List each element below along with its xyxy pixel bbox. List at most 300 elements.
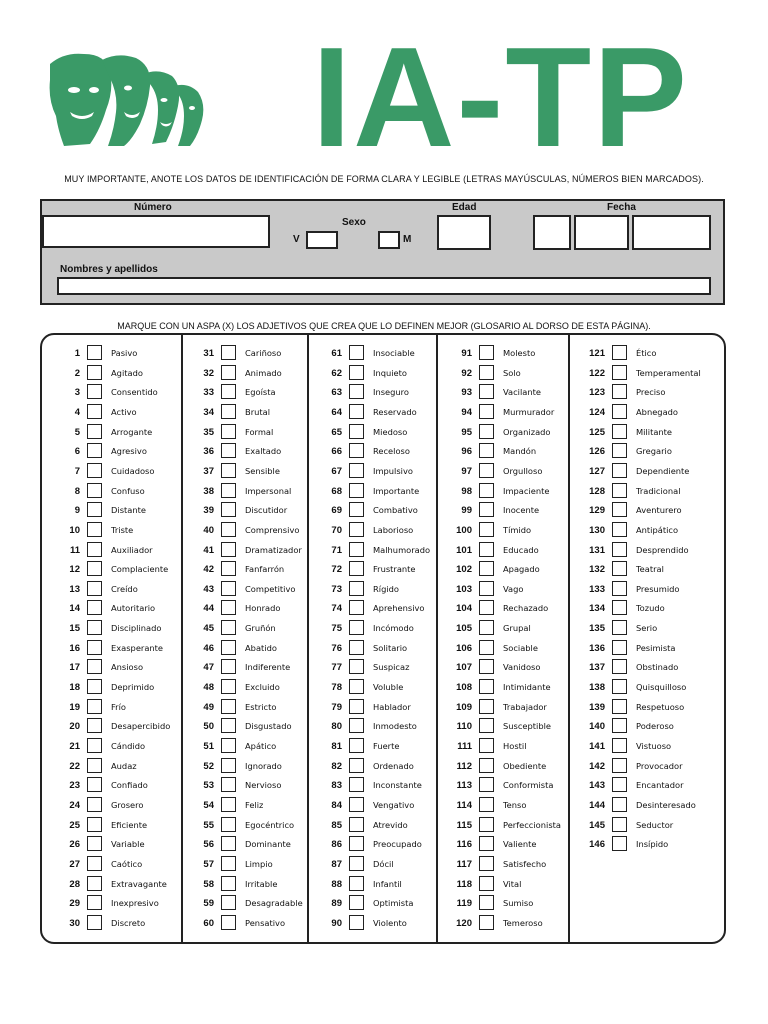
adjective-checkbox[interactable]: [612, 542, 627, 557]
adjective-checkbox[interactable]: [349, 758, 364, 773]
adjective-number: 146: [589, 839, 605, 851]
adjective-checkbox[interactable]: [349, 384, 364, 399]
adjective-label: Deprimido: [111, 682, 155, 693]
adjective-number: 99: [461, 505, 472, 517]
adjective-checkbox[interactable]: [612, 522, 627, 537]
adjective-checkbox[interactable]: [87, 581, 102, 596]
adjective-checkbox[interactable]: [612, 620, 627, 635]
adjective-number: 87: [331, 858, 342, 870]
adjective-checkbox[interactable]: [221, 659, 236, 674]
adjective-checkbox[interactable]: [479, 836, 494, 851]
adjective-number: 74: [331, 603, 342, 615]
adjective-label: Encantador: [636, 780, 684, 791]
adjective-checkbox[interactable]: [221, 797, 236, 812]
adjective-label: Disgustado: [245, 721, 292, 732]
adjective-checkbox[interactable]: [612, 443, 627, 458]
adjective-checkbox[interactable]: [612, 679, 627, 694]
adjective-checkbox[interactable]: [349, 483, 364, 498]
adjective-number: 113: [456, 780, 472, 792]
adjective-number: 36: [203, 446, 214, 458]
adjective-number: 80: [331, 721, 342, 733]
adjective-checkbox[interactable]: [87, 561, 102, 576]
adjective-number: 106: [456, 642, 472, 654]
adjective-checkbox[interactable]: [349, 581, 364, 596]
adjective-checkbox[interactable]: [479, 699, 494, 714]
adjective-label: Vistuoso: [636, 741, 672, 751]
adjective-checkbox[interactable]: [221, 502, 236, 517]
adjective-checkbox[interactable]: [612, 758, 627, 773]
adjective-number: 133: [589, 583, 605, 595]
adjective-checkbox[interactable]: [221, 620, 236, 635]
adjective-checkbox[interactable]: [349, 443, 364, 458]
adjective-number: 44: [203, 603, 214, 615]
adjective-checkbox[interactable]: [479, 502, 494, 517]
adjective-checkbox[interactable]: [221, 404, 236, 419]
adjective-label: Aventurero: [636, 505, 682, 516]
adjective-checkbox[interactable]: [87, 738, 102, 753]
adjective-label: Honrado: [245, 603, 281, 614]
adjective-label: Excluido: [245, 682, 280, 693]
adjective-number: 132: [589, 564, 605, 576]
adjective-checkbox[interactable]: [349, 876, 364, 891]
adjective-label: Cuidadoso: [111, 465, 155, 476]
adjective-checkbox[interactable]: [479, 876, 494, 891]
adjective-label: Triste: [111, 524, 134, 535]
adjective-label: Voluble: [373, 682, 404, 693]
adjective-checkbox[interactable]: [349, 738, 364, 753]
adjective-label: Organizado: [503, 426, 551, 437]
adjective-label: Cariñoso: [245, 348, 282, 358]
adjective-label: Sociable: [503, 642, 538, 653]
adjective-number: 50: [203, 721, 214, 733]
adjective-checkbox[interactable]: [221, 738, 236, 753]
adjective-checkbox[interactable]: [349, 620, 364, 635]
adjective-label: Preocupado: [373, 839, 422, 850]
adjective-checkbox[interactable]: [349, 424, 364, 439]
adjective-checkbox[interactable]: [221, 895, 236, 910]
adjective-checkbox[interactable]: [612, 404, 627, 419]
adjective-number: 56: [203, 839, 214, 851]
adjective-checkbox[interactable]: [479, 483, 494, 498]
adjective-checkbox[interactable]: [479, 777, 494, 792]
adjective-checkbox[interactable]: [87, 856, 102, 871]
adjective-checkbox[interactable]: [612, 365, 627, 380]
adjective-checkbox[interactable]: [87, 895, 102, 910]
adjective-checkbox[interactable]: [612, 738, 627, 753]
adjective-checkbox[interactable]: [612, 797, 627, 812]
adjective-checkbox[interactable]: [479, 640, 494, 655]
adjective-number: 119: [456, 898, 472, 910]
adjective-checkbox[interactable]: [612, 463, 627, 478]
page-title: IA-TP: [312, 18, 689, 177]
adjective-checkbox[interactable]: [87, 463, 102, 478]
adjective-checkbox[interactable]: [479, 463, 494, 478]
adjective-checkbox[interactable]: [612, 817, 627, 832]
adjective-checkbox[interactable]: [221, 817, 236, 832]
adjective-number: 94: [461, 406, 472, 418]
adjective-label: Reservado: [373, 406, 417, 417]
adjective-label: Inmodesto: [373, 721, 417, 732]
adjective-checkbox[interactable]: [479, 758, 494, 773]
adjective-checkbox[interactable]: [612, 699, 627, 714]
fecha-year-field[interactable]: [632, 215, 711, 250]
adjective-number: 30: [69, 917, 80, 929]
adjective-checkbox[interactable]: [221, 915, 236, 930]
adjective-checkbox[interactable]: [87, 679, 102, 694]
adjective-label: Poderoso: [636, 721, 674, 732]
adjective-checkbox[interactable]: [349, 718, 364, 733]
adjective-checkbox[interactable]: [87, 522, 102, 537]
adjective-label: Vital: [503, 878, 522, 889]
adjective-checkbox[interactable]: [87, 483, 102, 498]
adjective-number: 120: [456, 917, 472, 929]
adjective-number: 145: [589, 819, 605, 831]
adjective-label: Pesimista: [636, 642, 676, 653]
adjective-label: Tímido: [503, 524, 532, 535]
adjective-label: Preciso: [636, 387, 666, 398]
sexo-v-checkbox[interactable]: [306, 231, 338, 249]
adjective-checkbox[interactable]: [479, 561, 494, 576]
adjective-label: Violento: [373, 917, 407, 928]
adjective-checkbox[interactable]: [87, 915, 102, 930]
adjective-number: 125: [589, 426, 605, 438]
adjective-checkbox[interactable]: [612, 718, 627, 733]
adjective-label: Confuso: [111, 485, 145, 496]
adjective-number: 83: [331, 780, 342, 792]
adjective-checkbox[interactable]: [479, 718, 494, 733]
adjective-label: Obstinado: [636, 662, 679, 673]
identification-box: [40, 199, 725, 305]
adjective-number: 8: [74, 485, 80, 497]
adjective-checkbox[interactable]: [221, 699, 236, 714]
adjective-label: Pensativo: [245, 917, 286, 928]
adjective-checkbox[interactable]: [349, 522, 364, 537]
adjective-label: Grosero: [111, 799, 144, 810]
adjective-checkbox[interactable]: [612, 384, 627, 399]
adjective-label: Insípido: [636, 839, 669, 850]
adjective-checkbox[interactable]: [349, 915, 364, 930]
adjective-label: Dramatizador: [245, 544, 302, 555]
adjective-checkbox[interactable]: [349, 463, 364, 478]
adjective-label: Laborioso: [373, 524, 414, 535]
adjective-label: Discreto: [111, 917, 146, 928]
adjective-checkbox[interactable]: [87, 758, 102, 773]
adjective-checkbox[interactable]: [612, 836, 627, 851]
adjective-checkbox[interactable]: [479, 915, 494, 930]
adjective-checkbox[interactable]: [221, 600, 236, 615]
adjective-label: Mandón: [503, 446, 537, 457]
adjective-number: 129: [589, 505, 605, 517]
adjective-checkbox[interactable]: [87, 699, 102, 714]
adjective-number: 135: [589, 623, 605, 635]
adjective-checkbox[interactable]: [479, 424, 494, 439]
adjective-checkbox[interactable]: [479, 365, 494, 380]
adjective-checkbox[interactable]: [479, 895, 494, 910]
adjective-checkbox[interactable]: [612, 600, 627, 615]
adjective-number: 101: [456, 544, 472, 556]
adjective-checkbox[interactable]: [87, 797, 102, 812]
adjective-checkbox[interactable]: [221, 718, 236, 733]
adjective-number: 78: [331, 682, 342, 694]
adjective-label: Quisquilloso: [636, 682, 687, 693]
adjective-checkbox[interactable]: [87, 424, 102, 439]
adjective-label: Tenso: [503, 799, 527, 810]
adjective-checkbox[interactable]: [221, 384, 236, 399]
adjective-label: Desinteresado: [636, 799, 696, 810]
adjective-checkbox[interactable]: [479, 738, 494, 753]
adjective-number: 89: [331, 898, 342, 910]
adjective-number: 55: [203, 819, 214, 831]
adjective-checkbox[interactable]: [221, 365, 236, 380]
adjective-label: Presumido: [636, 583, 680, 594]
adjective-label: Insociable: [373, 348, 415, 358]
adjective-checkbox[interactable]: [349, 404, 364, 419]
sexo-m-checkbox[interactable]: [378, 231, 400, 249]
adjective-label: Inconstante: [373, 780, 422, 791]
adjective-checkbox[interactable]: [612, 424, 627, 439]
adjective-label: Incómodo: [373, 623, 414, 634]
adjective-checkbox[interactable]: [221, 758, 236, 773]
adjective-checkbox[interactable]: [612, 659, 627, 674]
adjective-number: 19: [69, 701, 80, 713]
adjective-number: 40: [203, 524, 214, 536]
adjective-checkbox[interactable]: [479, 384, 494, 399]
adjective-label: Autoritario: [111, 603, 156, 614]
adjective-checkbox[interactable]: [87, 817, 102, 832]
adjective-checkbox[interactable]: [479, 620, 494, 635]
adjective-checkbox[interactable]: [87, 620, 102, 635]
adjective-checkbox[interactable]: [221, 581, 236, 596]
adjective-label: Militante: [636, 426, 673, 437]
adjective-checkbox[interactable]: [612, 581, 627, 596]
adjective-checkbox[interactable]: [87, 542, 102, 557]
adjective-label: Distante: [111, 505, 146, 516]
adjective-number: 33: [203, 387, 214, 399]
adjective-number: 16: [69, 642, 80, 654]
adjective-checkbox[interactable]: [221, 640, 236, 655]
adjective-number: 23: [69, 780, 80, 792]
adjective-number: 5: [74, 426, 80, 438]
adjective-checkbox[interactable]: [221, 345, 236, 360]
adjective-checkbox[interactable]: [349, 640, 364, 655]
adjective-number: 54: [203, 799, 214, 811]
adjective-label: Suspicaz: [373, 662, 410, 673]
adjective-checkbox[interactable]: [479, 856, 494, 871]
adjective-label: Extravagante: [111, 878, 167, 889]
adjective-checkbox[interactable]: [479, 797, 494, 812]
adjective-number: 88: [331, 878, 342, 890]
adjective-checkbox[interactable]: [221, 876, 236, 891]
adjective-number: 41: [203, 544, 214, 556]
adjective-checkbox[interactable]: [221, 777, 236, 792]
adjective-label: Grupal: [503, 623, 531, 634]
adjective-checkbox[interactable]: [87, 777, 102, 792]
adjective-number: 6: [74, 446, 80, 458]
adjective-number: 27: [69, 858, 80, 870]
adjective-label: Dócil: [373, 858, 394, 869]
adjective-number: 143: [589, 780, 605, 792]
adjective-label: Impersonal: [245, 485, 292, 496]
adjective-checkbox[interactable]: [87, 600, 102, 615]
adjective-checkbox[interactable]: [479, 679, 494, 694]
adjective-checkbox[interactable]: [221, 856, 236, 871]
adjective-label: Consentido: [111, 387, 158, 398]
adjective-label: Impaciente: [503, 485, 550, 496]
adjective-label: Temperamental: [636, 367, 701, 378]
adjective-checkbox[interactable]: [87, 659, 102, 674]
adjective-checkbox[interactable]: [479, 817, 494, 832]
adjective-checkbox[interactable]: [87, 443, 102, 458]
adjective-checkbox[interactable]: [87, 876, 102, 891]
adjective-label: Antipático: [636, 524, 679, 535]
adjective-label: Brutal: [245, 406, 271, 417]
adjective-checkbox[interactable]: [612, 345, 627, 360]
adjective-number: 73: [331, 583, 342, 595]
adjective-label: Aprehensivo: [373, 603, 425, 614]
adjective-label: Perfeccionista: [503, 819, 561, 830]
adjective-label: Rechazado: [503, 603, 549, 614]
adjective-checkbox[interactable]: [349, 895, 364, 910]
adjective-label: Fuerte: [373, 741, 400, 751]
adjective-label: Molesto: [503, 348, 536, 358]
adjective-checkbox[interactable]: [349, 797, 364, 812]
adjective-checkbox[interactable]: [349, 502, 364, 517]
adjective-checkbox[interactable]: [612, 640, 627, 655]
adjective-number: 100: [456, 524, 472, 536]
adjective-checkbox[interactable]: [349, 699, 364, 714]
adjective-number: 53: [203, 780, 214, 792]
adjective-number: 85: [331, 819, 342, 831]
adjective-checkbox[interactable]: [221, 463, 236, 478]
adjective-checkbox[interactable]: [87, 384, 102, 399]
fecha-month-field[interactable]: [574, 215, 629, 250]
adjective-checkbox[interactable]: [87, 365, 102, 380]
adjective-number: 34: [203, 406, 214, 418]
adjective-number: 10: [69, 524, 80, 536]
edad-label: Edad: [452, 202, 477, 213]
adjective-label: Ansioso: [111, 662, 144, 673]
adjective-number: 70: [331, 524, 342, 536]
adjective-checkbox[interactable]: [87, 640, 102, 655]
adjective-number: 4: [74, 406, 80, 418]
adjective-checkbox[interactable]: [87, 345, 102, 360]
adjective-checkbox[interactable]: [349, 659, 364, 674]
adjective-number: 93: [461, 387, 472, 399]
adjective-label: Confiado: [111, 780, 148, 791]
adjective-label: Malhumorado: [373, 544, 431, 555]
adjective-checkbox[interactable]: [479, 581, 494, 596]
adjective-checkbox[interactable]: [479, 345, 494, 360]
adjective-label: Vago: [503, 583, 524, 594]
adjective-checkbox[interactable]: [479, 404, 494, 419]
adjective-checkbox[interactable]: [87, 502, 102, 517]
fecha-day-field[interactable]: [533, 215, 571, 250]
adjective-checkbox[interactable]: [349, 542, 364, 557]
adjective-checkbox[interactable]: [221, 679, 236, 694]
adjective-label: Inexpresivo: [111, 898, 159, 909]
adjective-checkbox[interactable]: [349, 679, 364, 694]
adjective-checkbox[interactable]: [221, 483, 236, 498]
adjective-label: Solitario: [373, 642, 408, 653]
adjective-checkbox[interactable]: [349, 345, 364, 360]
adjective-checkbox[interactable]: [349, 777, 364, 792]
adjective-label: Indiferente: [245, 662, 291, 673]
adjective-checkbox[interactable]: [349, 365, 364, 380]
adjective-number: 66: [331, 446, 342, 458]
adjective-checkbox[interactable]: [87, 404, 102, 419]
adjective-checkbox[interactable]: [612, 561, 627, 576]
adjective-label: Susceptible: [503, 721, 552, 732]
adjective-number: 72: [331, 564, 342, 576]
adjective-checkbox[interactable]: [349, 836, 364, 851]
adjective-number: 15: [69, 623, 80, 635]
adjective-checkbox[interactable]: [612, 502, 627, 517]
numero-field[interactable]: [42, 215, 270, 248]
adjective-number: 21: [69, 741, 80, 752]
adjective-checkbox[interactable]: [612, 777, 627, 792]
adjective-checkbox[interactable]: [349, 856, 364, 871]
adjective-label: Hablador: [373, 701, 411, 712]
adjective-checkbox[interactable]: [349, 600, 364, 615]
adjective-checkbox[interactable]: [479, 522, 494, 537]
adjective-label: Apático: [245, 741, 277, 751]
adjective-label: Optimista: [373, 898, 414, 909]
adjective-checkbox[interactable]: [221, 443, 236, 458]
adjective-number: 14: [69, 603, 80, 615]
adjective-checkbox[interactable]: [349, 561, 364, 576]
adjective-checkbox[interactable]: [221, 522, 236, 537]
adjective-label: Vengativo: [373, 799, 415, 810]
adjective-checkbox[interactable]: [479, 600, 494, 615]
adjective-checkbox[interactable]: [349, 817, 364, 832]
adjective-label: Formal: [245, 426, 274, 437]
adjective-checkbox[interactable]: [221, 836, 236, 851]
adjective-label: Murmurador: [503, 406, 555, 417]
adjective-checkbox[interactable]: [479, 659, 494, 674]
adjective-label: Creído: [111, 583, 138, 594]
edad-field[interactable]: [437, 215, 491, 250]
adjective-label: Sumiso: [503, 898, 534, 909]
adjective-number: 2: [74, 367, 80, 379]
adjective-checkbox[interactable]: [479, 443, 494, 458]
adjective-number: 121: [589, 348, 605, 359]
adjective-label: Provocador: [636, 760, 683, 771]
adjective-number: 9: [74, 505, 80, 517]
adjective-number: 48: [203, 682, 214, 694]
nombres-label: Nombres y apellidos: [60, 264, 158, 275]
faces-logo: [44, 50, 212, 150]
adjective-number: 29: [69, 898, 80, 910]
adjective-number: 116: [456, 839, 472, 851]
adjective-checkbox[interactable]: [87, 836, 102, 851]
adjective-checkbox[interactable]: [221, 561, 236, 576]
adjective-checkbox[interactable]: [479, 542, 494, 557]
adjective-number: 86: [331, 839, 342, 851]
adjective-number: 122: [589, 367, 605, 379]
adjective-checkbox[interactable]: [87, 718, 102, 733]
adjective-number: 104: [456, 603, 472, 615]
adjective-number: 11: [69, 544, 80, 556]
adjective-label: Trabajador: [503, 701, 547, 712]
adjective-number: 42: [203, 564, 214, 576]
adjective-checkbox[interactable]: [612, 483, 627, 498]
adjective-label: Atrevido: [373, 819, 408, 830]
adjective-checkbox[interactable]: [221, 542, 236, 557]
adjective-number: 68: [331, 485, 342, 497]
adjective-number: 141: [589, 741, 605, 752]
nombres-field[interactable]: [57, 277, 711, 295]
adjective-checkbox[interactable]: [221, 424, 236, 439]
